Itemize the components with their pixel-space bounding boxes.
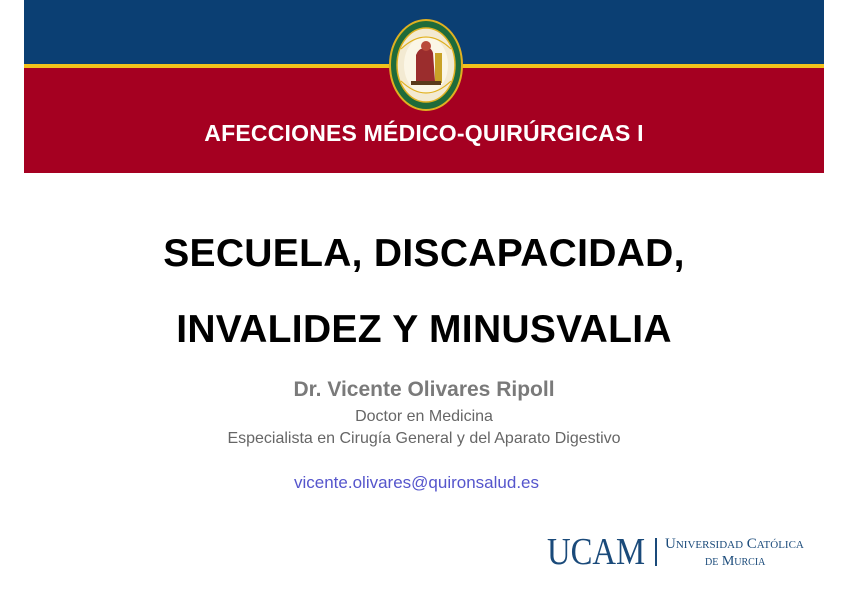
author-degree: Doctor en Medicina [355, 408, 493, 425]
header-banner [24, 0, 824, 173]
author-name: Dr. Vicente Olivares Ripoll [293, 378, 555, 401]
logo-line1: Universidad Católica [665, 536, 804, 552]
logo-acronym: UCAM [547, 531, 646, 573]
logo-line2: de Murcia [705, 554, 766, 569]
course-title: AFECCIONES MÉDICO-QUIRÚRGICAS I [204, 120, 644, 146]
slide-title-line2: INVALIDEZ Y MINUSVALIA [176, 308, 672, 351]
logo-divider [655, 538, 657, 566]
university-seal-icon [389, 19, 463, 111]
author-specialty: Especialista en Cirugía General y del Aparato Digestivo [227, 430, 621, 447]
author-email-link[interactable]: vicente.olivares@quironsalud.es [294, 473, 539, 492]
slide-title-line1: SECUELA, DISCAPACIDAD, [163, 232, 685, 275]
ucam-logo [547, 530, 817, 578]
